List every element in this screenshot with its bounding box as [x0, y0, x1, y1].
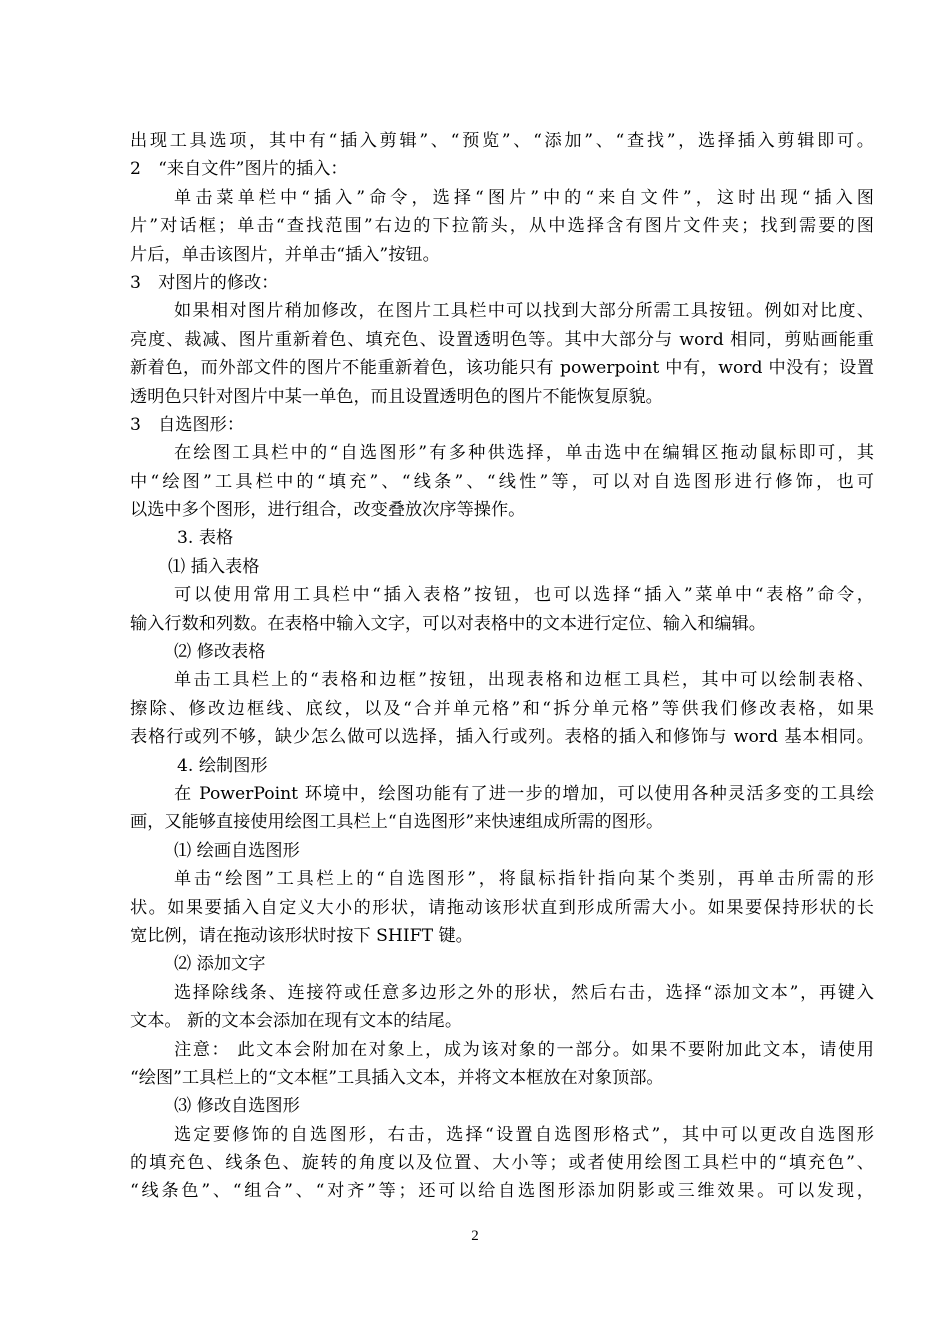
text-line: 可以使用常用工具栏中“插入表格”按钮，也可以选择“插入”菜单中“表格”命令， — [174, 585, 874, 606]
text-line: 注意： 此文本会附加在对象上，成为该对象的一部分。如果不要附加此文本，请使用 — [174, 1039, 874, 1060]
text-line: 亮度、裁减、图片重新着色、填充色、设置透明色等。其中大部分与 word 相同，剪贴画能重 — [130, 329, 874, 350]
text-line: ⑴ 绘画自选图形 — [174, 840, 300, 861]
text-line: 文本。 新的文本会添加在现有文本的结尾。 — [130, 1011, 463, 1032]
text-line: “线条色”、“组合”、“对齐”等；还可以给自选图形添加阴影或三维效果。可以发现， — [130, 1181, 874, 1202]
text-line: “绘图”工具栏上的“文本框”工具插入文本，并将文本框放在对象顶部。 — [130, 1067, 664, 1088]
text-line: ⑴ 插入表格 — [168, 556, 260, 577]
text-line: 3. 表格 — [177, 528, 234, 549]
text-line: 输入行数和列数。在表格中输入文字，可以对表格中的文本进行定位、输入和编辑。 — [130, 613, 766, 634]
text-line: 3 自选图形： — [130, 414, 245, 435]
text-line: 出现工具选项，其中有“插入剪辑”、“预览”、“添加”、“查找”，选择插入剪辑即可。 — [130, 131, 874, 151]
text-line: 宽比例，请在拖动该形状时按下 SHIFT 键。 — [130, 925, 473, 946]
text-line: 表格行或列不够，缺少怎么做可以选择，插入行或列。表格的插入和修饰与 word 基本相同。 — [130, 727, 874, 748]
text-line: ⑶ 修改自选图形 — [174, 1096, 300, 1117]
text-line: 如果相对图片稍加修改，在图片工具栏中可以找到大部分所需工具按钮。例如对比度、 — [174, 301, 874, 322]
text-line: 在绘图工具栏中的“自选图形”有多种供选择，单击选中在编辑区拖动鼠标即可，其 — [174, 443, 874, 464]
text-line: 选定要修饰的自选图形，右击，选择“设置自选图形格式”，其中可以更改自选图形 — [174, 1124, 874, 1145]
text-line: 4. 绘制图形 — [177, 755, 268, 776]
text-line: 透明色只针对图片中某一单色，而且设置透明色的图片不能恢复原貌。 — [130, 386, 663, 407]
text-line: 中“绘图”工具栏中的“填充”、“线条”、“线性”等，可以对自选图形进行修饰，也可 — [130, 471, 874, 492]
text-line: 状。如果要插入自定义大小的形状，请拖动该形状直到形成所需大小。如果要保持形状的长 — [130, 897, 874, 918]
text-line: 画，又能够直接使用绘图工具栏上“自选图形”来快速组成所需的图形。 — [130, 812, 664, 833]
text-line: ⑵ 修改表格 — [174, 642, 266, 663]
text-line: 选择除线条、连接符或任意多边形之外的形状，然后右击，选择“添加文本”，再键入 — [174, 982, 874, 1003]
text-line: 新着色，而外部文件的图片不能重新着色，该功能只有 powerpoint 中有，word 中没有；设置 — [130, 358, 874, 379]
text-line: 擦除、修改边框线、底纹，以及“合并单元格”和“拆分单元格”等供我们修改表格，如果 — [130, 698, 874, 719]
text-line: 2 “来自文件”图片的插入： — [130, 159, 348, 180]
text-line: 3 对图片的修改： — [130, 272, 279, 293]
text-line: 单击“绘图”工具栏上的“自选图形”，将鼠标指针指向某个类别，再单击所需的形 — [174, 869, 874, 890]
text-line: 在 PowerPoint 环境中，绘图功能有了进一步的增加，可以使用各种灵活多变的工具绘 — [174, 783, 874, 804]
body-text — [130, 127, 874, 1206]
text-line: 单击菜单栏中“插入”命令，选择“图片”中的“来自文件”，这时出现“插入图 — [174, 187, 874, 208]
text-line: 单击工具栏上的“表格和边框”按钮，出现表格和边框工具栏，其中可以绘制表格、 — [174, 670, 874, 691]
page-number: 2 — [471, 1228, 479, 1244]
text-line: 片后，单击该图片，并单击“插入”按钮。 — [130, 244, 440, 265]
text-line: 片”对话框；单击“查找范围”右边的下拉箭头，从中选择含有图片文件夹；找到需要的图 — [130, 216, 874, 237]
text-line: ⑵ 添加文字 — [174, 954, 266, 975]
text-line: 的填充色、线条色、旋转的角度以及位置、大小等；或者使用绘图工具栏中的“填充色”、 — [130, 1153, 874, 1174]
text-line: 以选中多个图形，进行组合，改变叠放次序等操作。 — [130, 500, 526, 521]
